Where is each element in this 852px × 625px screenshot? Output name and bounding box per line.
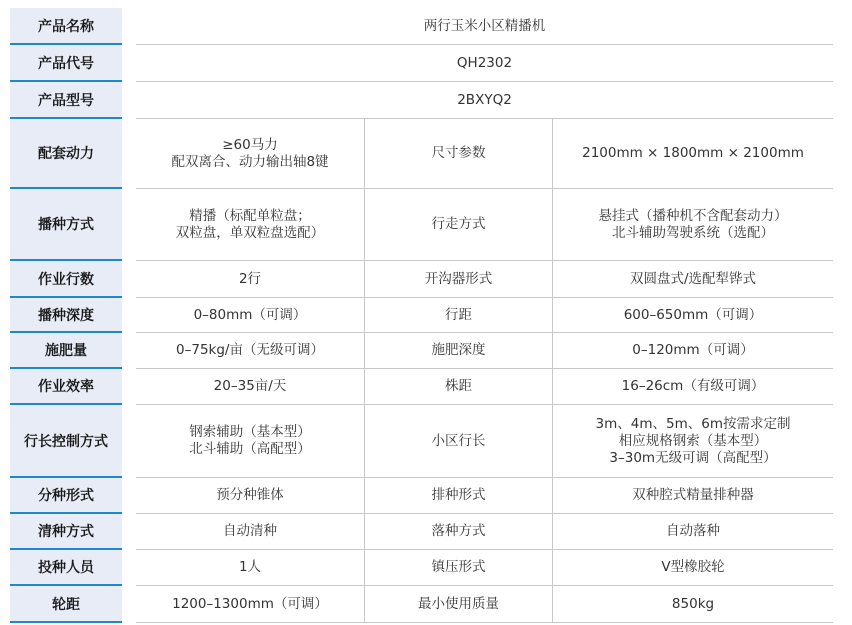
- row-sub-label: 施肥深度: [365, 333, 553, 369]
- table-row: [0, 8, 833, 45]
- row-sub-value: 悬挂式（播种机不含配套动力） 北斗辅助驾驶系统（选配）: [553, 189, 833, 261]
- row-sub-value: 2100mm × 1800mm × 2100mm: [553, 119, 833, 189]
- row-sub-value: 16–26cm（有级可调）: [553, 369, 833, 405]
- row-value: QH2302: [136, 45, 833, 82]
- table-row: [0, 369, 833, 405]
- row-value: 自动清种: [136, 514, 365, 550]
- row-label: 产品型号: [10, 82, 122, 119]
- row-sub-label: 最小使用质量: [365, 586, 553, 623]
- row-label: 配套动力: [10, 119, 122, 189]
- table-row: [0, 550, 833, 586]
- table-row: [0, 586, 833, 623]
- row-label: 行长控制方式: [10, 405, 122, 478]
- row-value: 0–80mm（可调）: [136, 298, 365, 333]
- row-sub-label: 小区行长: [365, 405, 553, 478]
- row-sub-label: 排种形式: [365, 478, 553, 514]
- row-label: 播种深度: [10, 298, 122, 333]
- table-row: [0, 189, 833, 261]
- row-sub-value: 3m、4m、5m、6m按需求定制 相应规格钢索（基本型） 3–30m无级可调（高配型）: [553, 405, 833, 478]
- row-value: 0–75kg/亩（无级可调）: [136, 333, 365, 369]
- row-label: 投种人员: [10, 550, 122, 586]
- row-value: 1200–1300mm（可调）: [136, 586, 365, 623]
- row-sub-label: 株距: [365, 369, 553, 405]
- row-sub-label: 镇压形式: [365, 550, 553, 586]
- row-value: 1人: [136, 550, 365, 586]
- row-sub-value: 850kg: [553, 586, 833, 623]
- table-row: [0, 82, 833, 119]
- row-label: 作业效率: [10, 369, 122, 405]
- row-value: 2BXYQ2: [136, 82, 833, 119]
- table-row: [0, 405, 833, 478]
- row-label: 轮距: [10, 586, 122, 623]
- row-label: 播种方式: [10, 189, 122, 261]
- row-sub-value: V型橡胶轮: [553, 550, 833, 586]
- row-sub-label: 尺寸参数: [365, 119, 553, 189]
- row-value: 两行玉米小区精播机: [136, 8, 833, 45]
- row-value: 钢索辅助（基本型） 北斗辅助（高配型）: [136, 405, 365, 478]
- row-sub-value: 双种腔式精量排种器: [553, 478, 833, 514]
- row-sub-value: 600–650mm（可调）: [553, 298, 833, 333]
- row-sub-label: 行距: [365, 298, 553, 333]
- row-value: ≥60马力 配双离合、动力输出轴8键: [136, 119, 365, 189]
- row-label: 产品名称: [10, 8, 122, 45]
- row-value: 预分种锥体: [136, 478, 365, 514]
- row-sub-label: 落种方式: [365, 514, 553, 550]
- row-label: 产品代号: [10, 45, 122, 82]
- row-sub-label: 行走方式: [365, 189, 553, 261]
- row-sub-label: 开沟器形式: [365, 261, 553, 298]
- table-row: [0, 298, 833, 333]
- row-label: 分种形式: [10, 478, 122, 514]
- row-sub-value: 自动落种: [553, 514, 833, 550]
- table-row: [0, 478, 833, 514]
- table-row: [0, 333, 833, 369]
- row-label: 施肥量: [10, 333, 122, 369]
- row-label: 作业行数: [10, 261, 122, 298]
- row-value: 2行: [136, 261, 365, 298]
- row-value: 20–35亩/天: [136, 369, 365, 405]
- row-sub-value: 双圆盘式/选配犁铧式: [553, 261, 833, 298]
- table-row: [0, 261, 833, 298]
- row-label: 清种方式: [10, 514, 122, 550]
- table-row: [0, 514, 833, 550]
- table-row: [0, 119, 833, 189]
- row-sub-value: 0–120mm（可调）: [553, 333, 833, 369]
- table-row: [0, 45, 833, 82]
- row-value: 精播（标配单粒盘； 双粒盘，单双粒盘选配）: [136, 189, 365, 261]
